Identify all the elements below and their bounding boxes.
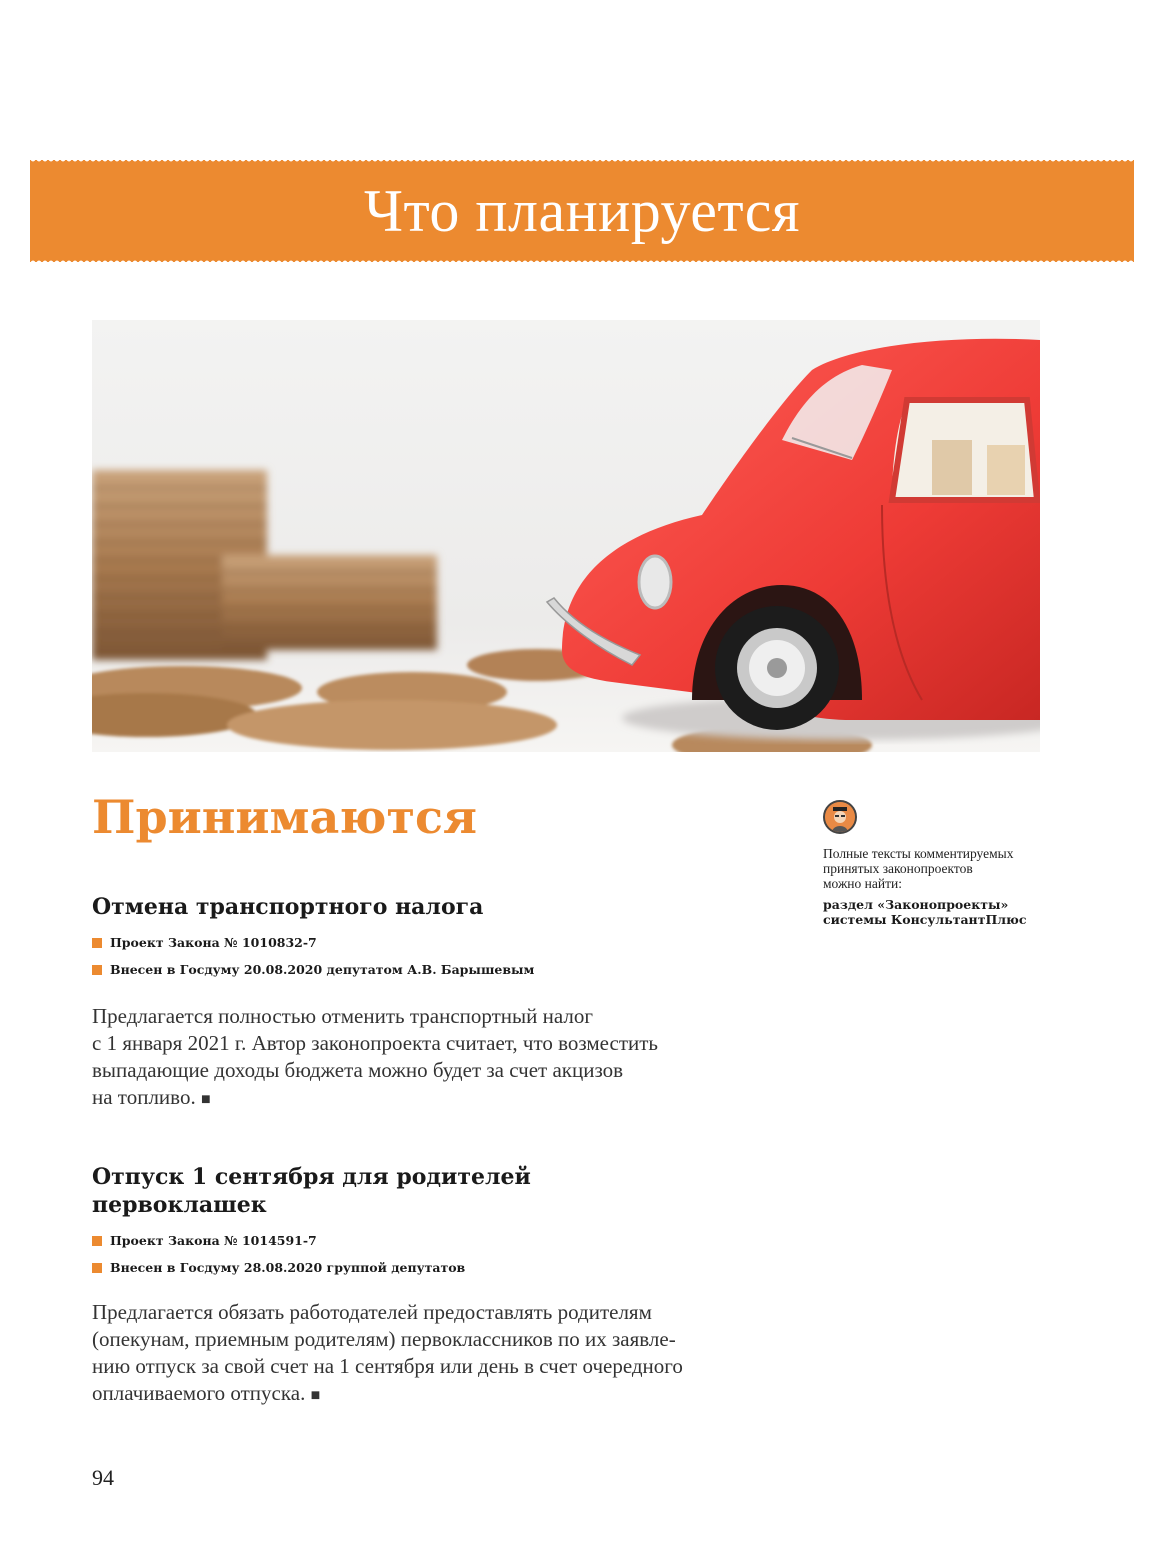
meta-text: Проект Закона № 1010832-7 bbox=[110, 935, 317, 950]
article-body-transport-tax bbox=[92, 1003, 772, 1113]
sidebar-line: можно найти: bbox=[823, 876, 902, 891]
sidebar-bold-line: системы КонсультантПлюс bbox=[823, 912, 1027, 927]
end-mark: ■ bbox=[310, 1387, 321, 1404]
consultant-avatar-icon bbox=[823, 800, 857, 834]
article-title-transport-tax bbox=[92, 893, 612, 921]
body-line: Предлагается полностью отменить транспортный налог bbox=[92, 1004, 593, 1028]
body-line: Предлагается обязать работодателей предоставлять родителям bbox=[92, 1300, 652, 1324]
body-line: с 1 января 2021 г. Автор законопроекта считает, что возместить bbox=[92, 1031, 659, 1055]
meta-text: Внесен в Госдуму 20.08.2020 депутатом А.В. Барышевым bbox=[110, 962, 535, 977]
body-line-last bbox=[92, 1084, 772, 1113]
body-line: (опекунам, приемным родителям) первоклассников по их заявле- bbox=[92, 1327, 676, 1351]
sidebar-text bbox=[823, 846, 1063, 891]
sidebar-source bbox=[823, 897, 1063, 927]
orange-square-bullet-icon bbox=[92, 1263, 102, 1273]
sidebar-line: принятых законопроектов bbox=[823, 861, 973, 876]
article-title-line: Отпуск 1 сентября для родителей bbox=[92, 1164, 531, 1190]
orange-square-bullet-icon bbox=[92, 1236, 102, 1246]
page-number: 94 bbox=[92, 1465, 114, 1490]
article-title-line: Отмена транспортного налога bbox=[92, 894, 484, 920]
meta-text: Внесен в Госдуму 28.08.2020 группой депутатов bbox=[110, 1260, 466, 1275]
article-meta-bill-number bbox=[92, 936, 317, 950]
orange-square-bullet-icon bbox=[92, 938, 102, 948]
banner-title: Что планируется bbox=[363, 177, 801, 244]
orange-square-bullet-icon bbox=[92, 965, 102, 975]
body-line-text: оплачиваемого отпуска. bbox=[92, 1381, 306, 1405]
article-meta-submitted bbox=[92, 1261, 465, 1275]
header-banner bbox=[30, 160, 1134, 262]
body-line: выпадающие доходы бюджета можно будет за счет акцизов bbox=[92, 1058, 624, 1082]
body-line-last bbox=[92, 1380, 772, 1409]
meta-text: Проект Закона № 1014591-7 bbox=[110, 1233, 317, 1248]
sidebar-line: Полные тексты комментируемых bbox=[823, 846, 1014, 861]
end-mark: ■ bbox=[200, 1091, 211, 1108]
article-title-line: первоклашек bbox=[92, 1192, 267, 1218]
sidebar-bold-line: раздел «Законопроекты» bbox=[823, 897, 1009, 912]
article-body-school-leave bbox=[92, 1299, 772, 1409]
article-meta-bill-number bbox=[92, 1234, 317, 1248]
section-title: Принимаются bbox=[92, 790, 477, 844]
body-line: нию отпуск за свой счет на 1 сентября или день в счет очередного bbox=[92, 1354, 683, 1378]
car-and-coins-illustration bbox=[92, 320, 1040, 752]
body-line-text: на топливо. bbox=[92, 1085, 196, 1109]
article-title-school-leave bbox=[92, 1163, 612, 1219]
hero-photo bbox=[92, 320, 1040, 752]
sidebar-note bbox=[823, 800, 1063, 927]
article-meta-submitted bbox=[92, 963, 534, 977]
